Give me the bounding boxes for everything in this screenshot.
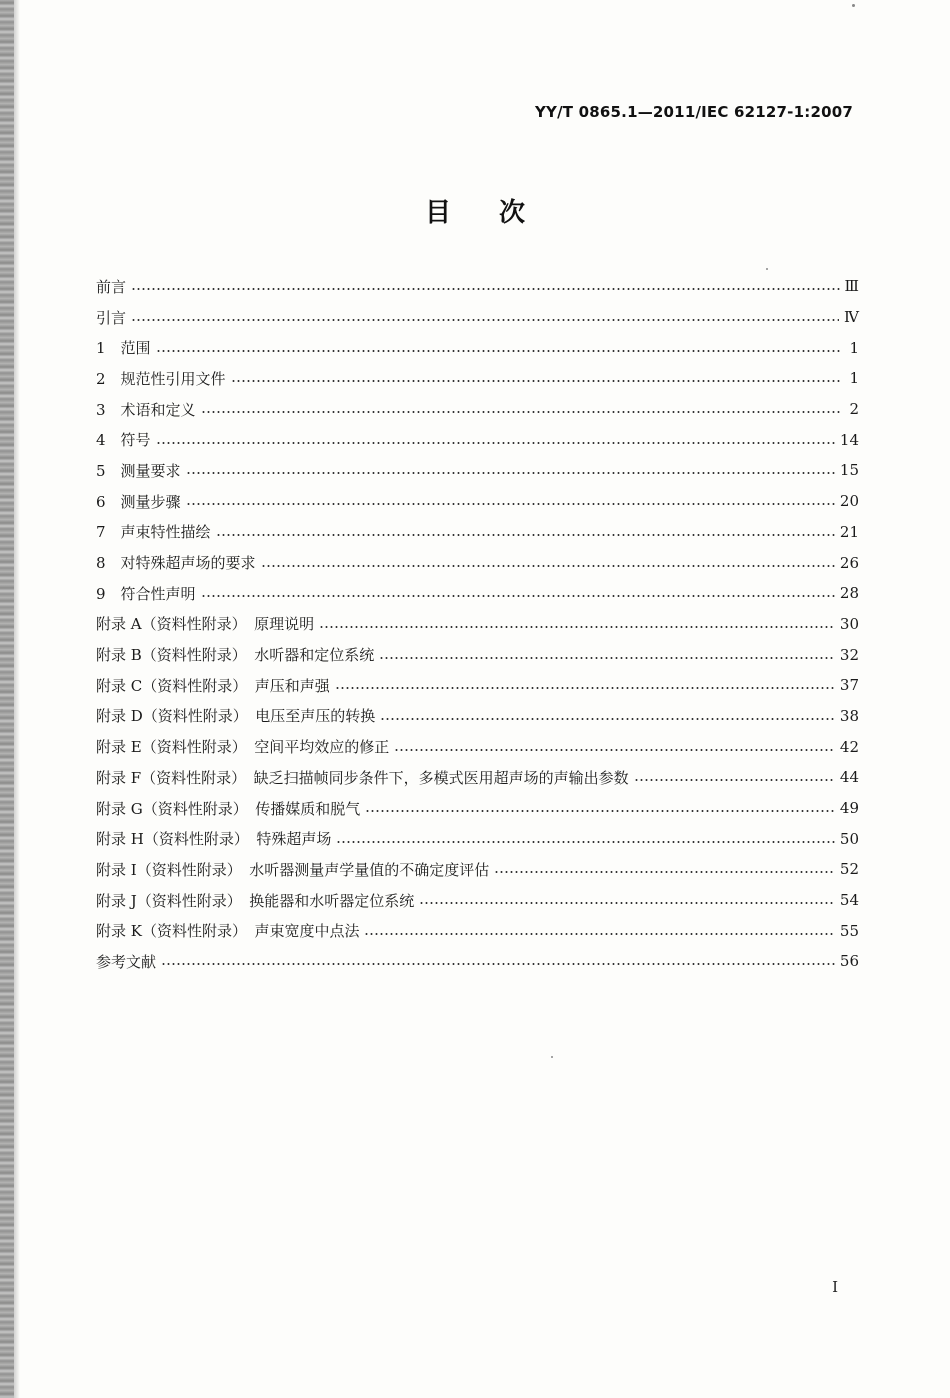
toc-entry[interactable] <box>96 394 859 425</box>
toc-entry-page: 42 <box>839 737 859 756</box>
toc-entry[interactable] <box>96 517 859 548</box>
page-folio: Ⅰ <box>832 1278 838 1296</box>
toc-dot-leader <box>634 779 835 781</box>
toc-entry-page: 1 <box>849 338 859 357</box>
toc-dot-leader <box>186 472 835 474</box>
toc-entry-page: 56 <box>839 952 859 971</box>
toc-dot-leader <box>201 595 835 597</box>
toc-entry-label: 4 符号 <box>96 431 151 450</box>
toc-entry-page: 28 <box>839 584 859 603</box>
toc-dot-leader <box>319 626 835 628</box>
title-char-1: 目 <box>424 198 451 228</box>
table-of-contents <box>96 271 859 977</box>
toc-entry[interactable] <box>96 332 859 363</box>
toc-entry-label: 2 规范性引用文件 <box>96 369 226 388</box>
toc-entry-label: 3 术语和定义 <box>96 400 196 419</box>
toc-dot-leader <box>365 810 835 812</box>
toc-dot-leader <box>261 565 835 567</box>
standard-code: YY/T 0865.1—2011/IEC 62127-1:2007 <box>534 103 853 121</box>
toc-dot-leader <box>156 442 835 444</box>
toc-entry-page: 37 <box>839 676 859 695</box>
toc-dot-leader <box>494 871 835 873</box>
toc-entry-page: Ⅳ <box>844 308 859 327</box>
toc-entry[interactable] <box>96 486 859 517</box>
toc-entry-page: 1 <box>849 369 859 388</box>
toc-entry-label: 9 符合性声明 <box>96 584 196 603</box>
toc-entry[interactable] <box>96 424 859 455</box>
toc-entry[interactable] <box>96 915 859 946</box>
toc-dot-leader <box>161 963 835 965</box>
toc-dot-leader <box>336 841 835 843</box>
toc-entry-label: 附录 D（资料性附录） 电压至声压的转换 <box>96 707 376 726</box>
toc-entry[interactable] <box>96 578 859 609</box>
scan-speck <box>766 268 768 270</box>
toc-entry[interactable] <box>96 885 859 916</box>
toc-dot-leader <box>379 657 835 659</box>
toc-dot-leader <box>201 411 840 413</box>
toc-entry-page: 2 <box>849 400 859 419</box>
toc-entry-page: 52 <box>839 860 859 879</box>
toc-entry-page: 21 <box>839 522 859 541</box>
toc-dot-leader <box>364 933 834 935</box>
toc-dot-leader <box>186 503 835 505</box>
toc-entry[interactable] <box>96 946 859 977</box>
toc-entry-page: 14 <box>839 430 859 449</box>
toc-entry-label: 引言 <box>96 308 127 327</box>
toc-entry-label: 附录 J（资料性附录） 换能器和水听器定位系统 <box>96 891 415 910</box>
toc-entry[interactable] <box>96 731 859 762</box>
toc-entry-label: 6 测量步骤 <box>96 492 181 511</box>
toc-entry-page: 44 <box>839 768 859 787</box>
toc-entry-label: 7 声束特性描绘 <box>96 523 211 542</box>
toc-dot-leader <box>394 749 835 751</box>
toc-entry[interactable] <box>96 823 859 854</box>
toc-entry-page: 32 <box>839 645 859 664</box>
toc-entry-page: 30 <box>839 614 859 633</box>
toc-entry-label: 附录 G（资料性附录） 传播媒质和脱气 <box>96 799 361 818</box>
toc-entry[interactable] <box>96 639 859 670</box>
toc-dot-leader <box>216 534 835 536</box>
toc-entry-label: 8 对特殊超声场的要求 <box>96 554 256 573</box>
toc-entry[interactable] <box>96 547 859 578</box>
toc-dot-leader <box>380 718 835 720</box>
toc-entry-page: 38 <box>839 706 859 725</box>
toc-entry-label: 5 测量要求 <box>96 461 181 480</box>
toc-entry-label: 附录 A（资料性附录） 原理说明 <box>96 615 315 634</box>
toc-dot-leader <box>156 350 840 352</box>
toc-dot-leader <box>335 687 835 689</box>
title-char-2: 次 <box>499 198 526 228</box>
toc-dot-leader <box>131 288 840 290</box>
toc-entry[interactable] <box>96 455 859 486</box>
toc-entry[interactable] <box>96 363 859 394</box>
toc-entry[interactable] <box>96 701 859 732</box>
toc-entry-page: 49 <box>839 799 859 818</box>
toc-entry[interactable] <box>96 302 859 333</box>
page-title <box>0 192 950 229</box>
toc-entry-label: 附录 E（资料性附录） 空间平均效应的修正 <box>96 738 390 757</box>
toc-entry[interactable] <box>96 609 859 640</box>
toc-entry-page: 54 <box>839 891 859 910</box>
toc-entry-label: 参考文献 <box>96 952 157 971</box>
toc-entry-label: 1 范围 <box>96 339 151 358</box>
toc-entry-label: 附录 F（资料性附录） 缺乏扫描帧同步条件下，多模式医用超声场的声输出参数 <box>96 768 629 787</box>
toc-dot-leader <box>231 380 840 382</box>
toc-entry-label: 附录 C（资料性附录） 声压和声强 <box>96 676 330 695</box>
toc-dot-leader <box>131 319 839 321</box>
scan-speck <box>551 1056 553 1058</box>
toc-entry-page: 50 <box>839 829 859 848</box>
toc-entry[interactable] <box>96 793 859 824</box>
toc-dot-leader <box>419 902 835 904</box>
toc-entry[interactable] <box>96 854 859 885</box>
toc-entry[interactable] <box>96 762 859 793</box>
toc-entry-page: 20 <box>839 492 859 511</box>
toc-entry-label: 附录 K（资料性附录） 声束宽度中点法 <box>96 922 360 941</box>
toc-entry-page: 55 <box>839 921 859 940</box>
toc-entry-page: 26 <box>839 553 859 572</box>
toc-entry-label: 附录 H（资料性附录） 特殊超声场 <box>96 830 332 849</box>
toc-entry-page: Ⅲ <box>844 277 859 296</box>
toc-entry[interactable] <box>96 271 859 302</box>
toc-entry-label: 前言 <box>96 277 127 296</box>
toc-entry[interactable] <box>96 670 859 701</box>
toc-entry-label: 附录 B（资料性附录） 水听器和定位系统 <box>96 646 375 665</box>
scan-speck <box>852 4 855 7</box>
toc-entry-label: 附录 I（资料性附录） 水听器测量声学量值的不确定度评估 <box>96 860 490 879</box>
toc-entry-page: 15 <box>839 461 859 480</box>
